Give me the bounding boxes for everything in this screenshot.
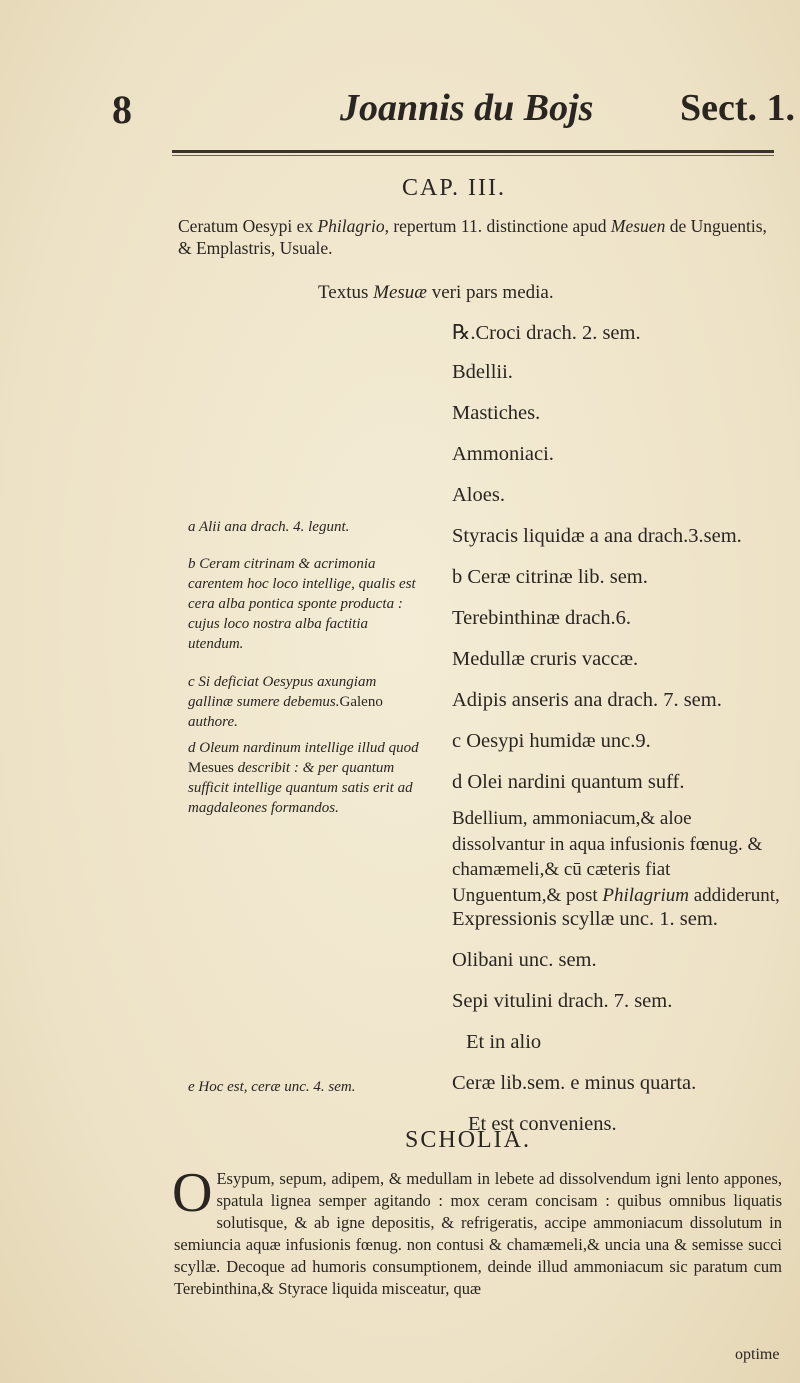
footnote-d: d Oleum nardinum intellige illud quod Mesues describit : & per quantum sufficit intellige quantum satis erit ad magdaleones formandos. xyxy=(188,740,419,816)
section-label: Sect. 1. xyxy=(680,87,796,129)
page-number: 8 xyxy=(112,87,132,132)
footnote-b: b Ceram citrinam & acrimonia carentem hoc loco intellige, qualis est cera alba pontica sponte producta : cujus loco nostra alba factitia utendum. xyxy=(188,556,416,652)
recipe-line: b Ceræ citrinæ lib. sem. xyxy=(452,566,648,588)
footnote-e: e Hoc est, ceræ unc. 4. sem. xyxy=(188,1079,356,1095)
recipe-line: ℞.Croci drach. 2. sem. xyxy=(452,322,641,344)
recipe-line: Sepi vitulini drach. 7. sem. xyxy=(452,990,673,1012)
recipe-line: c Oesypi humidæ unc.9. xyxy=(452,730,651,752)
textus-heading: Textus Mesuæ veri pars media. xyxy=(318,282,554,303)
drop-cap: O xyxy=(172,1162,213,1224)
recipe-line: Adipis anseris ana drach. 7. sem. xyxy=(452,689,722,711)
catchword: optime xyxy=(735,1346,780,1363)
header-rule-thin xyxy=(172,155,774,156)
running-title: Joannis du Bojs xyxy=(340,87,594,129)
recipe-line: Medullæ cruris vaccæ. xyxy=(452,648,639,670)
scholia-text: O Esypum, sepum, adipem, & medullam in lebete ad dissolvendum igni lento appones, spatula lignea semper agitando : mox ceram concisam : quibus omnibus liquatis solutisque, & ab igne depositis, & refrigeratis, accipe ammoniacum dissolutum in semiuncia aquæ infusionis fœnug. non contusi & chamæmeli,& uncia una & semisse succi scyllæ. Decoque ad humoris consumptionem, deinde illud ammoniacum sic paratum cum Terebinthina,& Styrace liquida misceatur, quæ xyxy=(172,1162,782,1298)
footnote-a: a Alii ana drach. 4. legunt. xyxy=(188,519,350,535)
recipe-line: Bdellii. xyxy=(452,361,513,383)
recipe-line: Ceræ lib.sem. e minus quarta. xyxy=(452,1072,697,1094)
recipe-line: d Olei nardini quantum suff. xyxy=(452,771,685,793)
chapter-title: CAP. III. xyxy=(402,175,507,201)
recipe-line: Terebinthinæ drach.6. xyxy=(452,607,632,629)
scholia-heading: SCHOLIA. xyxy=(405,1127,532,1153)
recipe-line: Aloes. xyxy=(452,484,505,506)
recipe-line: Expressionis scyllæ unc. 1. sem. xyxy=(452,908,718,930)
in-alio-line: Et in alio xyxy=(466,1031,542,1053)
recipe-line: Olibani unc. sem. xyxy=(452,949,597,971)
header-rule xyxy=(172,150,774,153)
footnote-c: c Si deficiat Oesypus axungiam gallinæ sumere debemus.Galeno authore. xyxy=(188,674,383,730)
chapter-intro: Ceratum Oesypi ex Philagrio, repertum 11. distinctione apud Mesuen de Unguentis, & Emplastris, Usuale. xyxy=(178,216,767,258)
recipe-line: Ammoniaci. xyxy=(452,443,554,465)
recipe-line: Et est conveniens. xyxy=(468,1113,617,1135)
recipe-line: Styracis liquidæ a ana drach.3.sem. xyxy=(452,525,742,547)
preparation-paragraph: Bdellium, ammoniacum,& aloe dissolvantur in aqua infusionis fœnug. & chamæmeli,& cū cæteris fiat Unguentum,& post Philagrium addiderunt, xyxy=(452,808,780,906)
recipe-line: Mastiches. xyxy=(452,402,541,424)
